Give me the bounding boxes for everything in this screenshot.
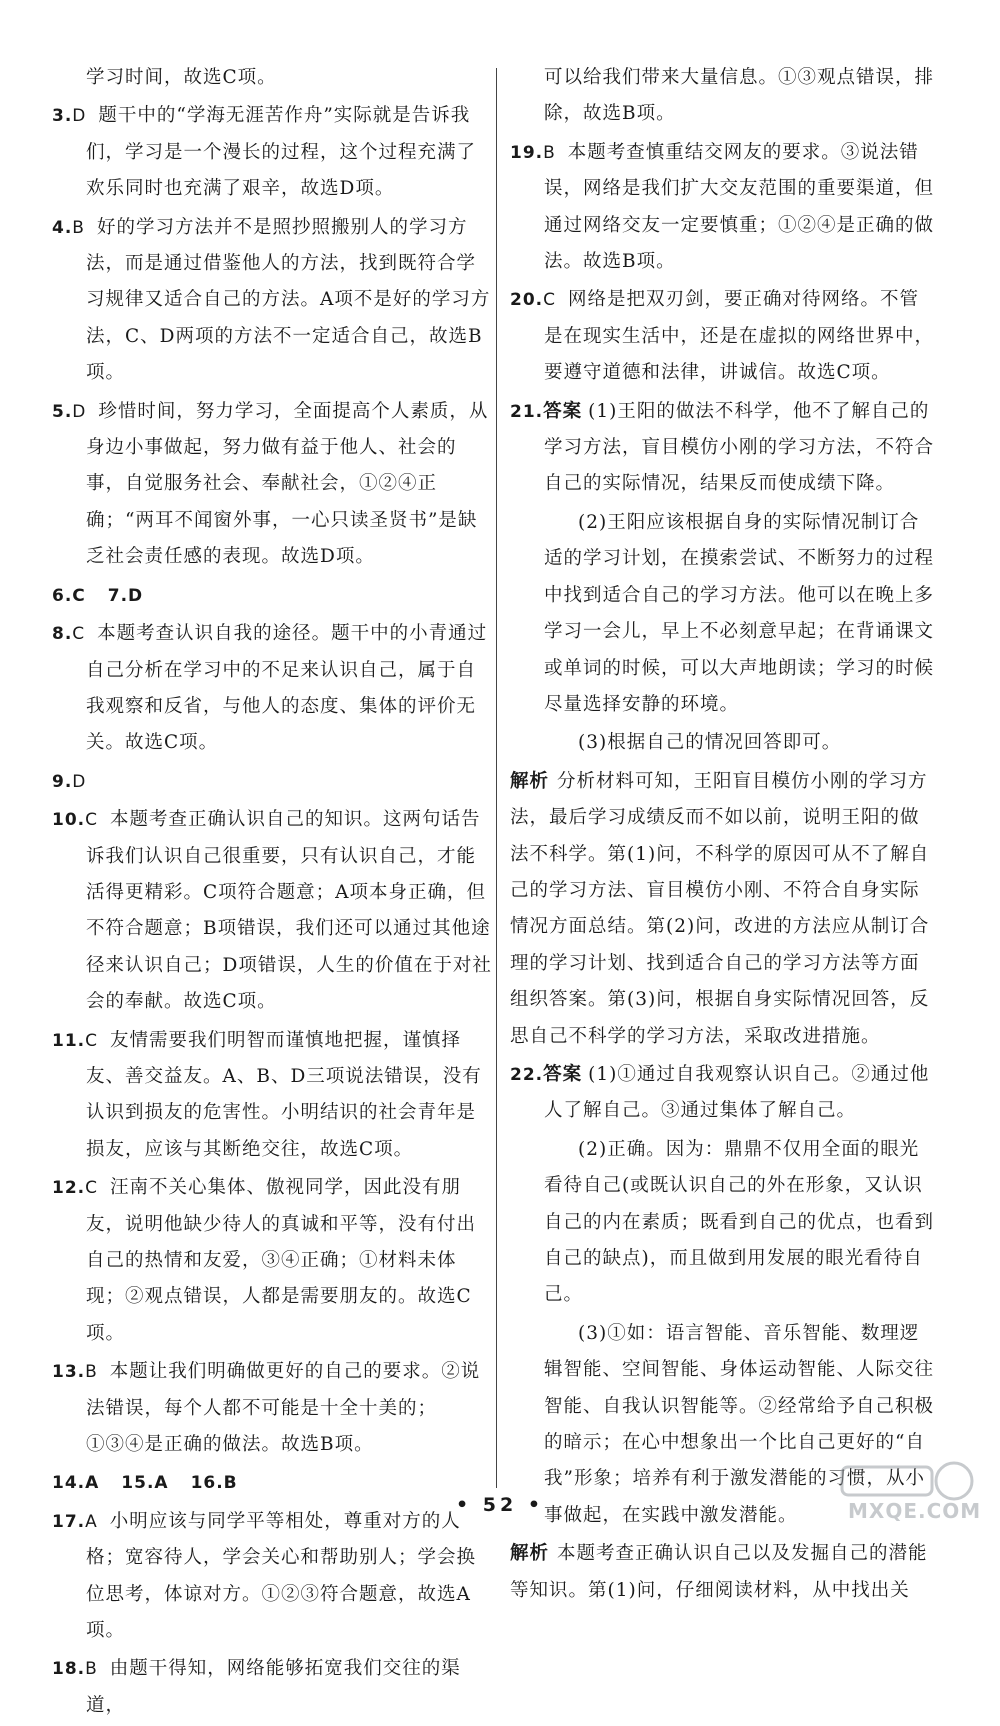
question-number: 3. (52, 106, 73, 127)
analysis-text: 本题考查正确认识自己以及发掘自己的潜能等知识。第(1)问，仔细阅读材料，从中找出关 (510, 1543, 928, 1601)
answer-choice: A (85, 1511, 98, 1532)
answer-15: 15.A (121, 1473, 169, 1494)
question-22-answer (510, 1057, 938, 1130)
answer-choice: B (85, 1362, 98, 1383)
question-13 (52, 1354, 492, 1463)
answer-part-2: (2)正确。因为：鼎鼎不仅用全面的眼光看待自己(或既认识自己的外在形象，又认识自己的内在素质；既看到自己的优点，也看到自己的缺点)，而且做到用发展的眼光看待自己。 (544, 1138, 935, 1306)
explanation: 本题考查正确认识自己的知识。这两句话告诉我们认识自己很重要，只有认识自己，才能活得更精彩。C项符合题意；A项本身正确，但不符合题意；B项错误，我们还可以通过其他途径来认识自己；D项错误，人生的价值在于对社会的奉献。故选C项。 (86, 809, 492, 1013)
explanation: 小明应该与同学平等相处，尊重对方的人格；宽容待人，学会关心和帮助别人；学会换位思考，体谅对方。①②③符合题意，故选A项。 (86, 1510, 477, 1642)
answer-choice: B (85, 1659, 98, 1680)
answer-14: 14.A (52, 1473, 100, 1494)
answer-part-1: (1)①通过自我观察认识自己。②通过他人了解自己。③通过集体了解自己。 (544, 1063, 930, 1122)
answer-choice: D (72, 401, 87, 422)
question-number: 9. (52, 771, 73, 792)
analysis-text: 分析材料可知，王阳盲目模仿小刚的学习方法，最后学习成绩反而不如以前，说明王阳的做法不科学。第(1)问，不科学的原因可从不了解自己的学习方法、盲目模仿小刚、不符合自身实际情况方面总结。第(2)问，改进的方法应从制订合理的学习计划、找到适合自己的学习方法等方面组织答案。第(3)问，根据自身实际情况回答，反思自己不科学的学习方法，采取改进措施。 (510, 770, 930, 1047)
explanation: 本题考查认识自我的途径。题干中的小青通过自己分析在学习中的不足来认识自己，属于自我观察和反省，与他人的态度、集体的评价无关。故选C项。 (86, 623, 488, 754)
watermark (832, 1459, 982, 1523)
question-number: 13. (52, 1362, 86, 1383)
question-number: 5. (52, 401, 73, 422)
explanation: 好的学习方法并不是照抄照搬别人的学习方法，而是通过借鉴他人的方法，找到既符合学习规律又适合自己的方法。A项不是好的学习方法，C、D两项的方法不一定适合自己，故选B项。 (86, 216, 491, 384)
question-12 (52, 1170, 492, 1352)
question-number: 19. (510, 142, 544, 163)
question-20 (510, 282, 938, 391)
question-8 (52, 616, 492, 762)
question-number: 10. (52, 810, 86, 831)
answer-7: 7.D (107, 585, 144, 606)
question-number: 17. (52, 1511, 86, 1532)
answer-label: 答案 (543, 400, 583, 422)
question-number: 21. (510, 401, 544, 422)
answer-choice: B (543, 142, 556, 163)
column-divider (496, 68, 497, 1488)
explanation: 由题干得知，网络能够拓宽我们交往的渠道， (86, 1658, 461, 1716)
answer-choice: B (72, 217, 85, 238)
answer-6: 6.C (52, 585, 86, 606)
answer-part-1: (1)王阳的做法不科学，他不了解自己的学习方法，盲目模仿小刚的学习方法，不符合自己的实际情况，结果反而使成绩下降。 (544, 400, 935, 495)
question-number: 8. (52, 624, 73, 645)
question-5 (52, 394, 492, 576)
page-number: • 52 • (456, 1494, 544, 1516)
question-21-answer (510, 394, 938, 503)
intro-line: 学习时间，故选C项。 (86, 67, 277, 88)
explanation: 珍惜时间，努力学习，全面提高个人素质，从身边小事做起，努力做有益于他人、社会的事，自觉服务社会、奉献社会，①②④正确；“两耳不闻窗外事，一心只读圣贤书”是缺乏社会责任感的表现。故选D项。 (86, 400, 489, 568)
question-22-analysis (510, 1536, 938, 1609)
question-18-continued: 可以给我们带来大量信息。①③观点错误，排除，故选B项。 (544, 67, 935, 125)
answer-part-2: (2)王阳应该根据自身的实际情况制订合适的学习计划，在摸索尝试、不断努力的过程中找到适合自己的学习方法。他可以在晚上多学习一会儿，早上不必刻意早起；在背诵课文或单词的时候，可以大声地朗读；学习的时候尽量选择安静的环境。 (544, 511, 935, 715)
question-19 (510, 135, 938, 281)
question-11 (52, 1023, 492, 1169)
answer-choice: C (543, 290, 556, 311)
question-17 (52, 1504, 492, 1650)
question-3 (52, 98, 492, 207)
explanation: 本题考查慎重结交网友的要求。③说法错误，网络是我们扩大交友范围的重要渠道，但通过网络交友一定要慎重；①②④是正确的做法。故选B项。 (544, 141, 935, 273)
analysis-label: 解析 (510, 770, 550, 792)
question-number: 4. (52, 217, 73, 238)
explanation: 友情需要我们明智而谨慎地把握，谨慎择友、善交益友。A、B、D三项说法错误，没有认识到损友的危害性。小明结识的社会青年是损友，应该与其断绝交往，故选C项。 (86, 1029, 482, 1160)
right-column (510, 60, 938, 1611)
explanation: 本题让我们明确做更好的自己的要求。②说法错误，每个人都不可能是十全十美的；①③④是正确的做法。故选B项。 (86, 1361, 481, 1456)
question-number: 11. (52, 1030, 86, 1051)
answer-part-3: (3)①如：语言智能、音乐智能、数理逻辑智能、空间智能、身体运动智能、人际交往智能、自我认识智能等。②经常给予自己积极的暗示；在心中想象出一个比自己更好的“自我”形象；培养有利于激发潜能的习惯，从小事做起，在实践中激发潜能。 (544, 1322, 935, 1526)
left-column (52, 60, 492, 1726)
analysis-label: 解析 (510, 1543, 550, 1565)
question-21-analysis (510, 764, 938, 1055)
answer-part-3: (3)根据自己的情况回答即可。 (578, 732, 842, 754)
answer-label: 答案 (543, 1063, 583, 1085)
question-number: 22. (510, 1064, 544, 1085)
answer-choice: C (72, 624, 86, 645)
question-number: 20. (510, 290, 544, 311)
question-number: 12. (52, 1178, 86, 1199)
answer-choice: C (85, 1030, 98, 1051)
answer-choice: C (85, 1178, 98, 1199)
watermark-text: MXQE.COM (848, 1499, 982, 1523)
answer-16: 16.B (190, 1473, 238, 1494)
explanation: 网络是把双刃剑，要正确对待网络。不管是在现实生活中，还是在虚拟的网络世界中，要遵守道德和法律，讲诚信。故选C项。 (544, 289, 935, 384)
questions-6-7 (52, 578, 492, 614)
question-18 (52, 1651, 492, 1724)
answer-choice: D (72, 771, 87, 792)
explanation: 汪南不关心集体、傲视同学，因此没有朋友，说明他缺少待人的真诚和平等，没有付出自己的热情和友爱，③④正确；①材料未体现；②观点错误，人都是需要朋友的。故选C项。 (86, 1177, 477, 1344)
question-4 (52, 210, 492, 392)
answer-choice: D (72, 106, 87, 127)
question-10 (52, 802, 492, 1020)
answer-choice: C (85, 810, 98, 831)
question-9 (52, 764, 492, 800)
question-number: 18. (52, 1659, 86, 1680)
explanation: 题干中的“学海无涯苦作舟”实际就是告诉我们，学习是一个漫长的过程，这个过程充满了欢乐同时也充满了艰辛，故选D项。 (86, 105, 477, 200)
